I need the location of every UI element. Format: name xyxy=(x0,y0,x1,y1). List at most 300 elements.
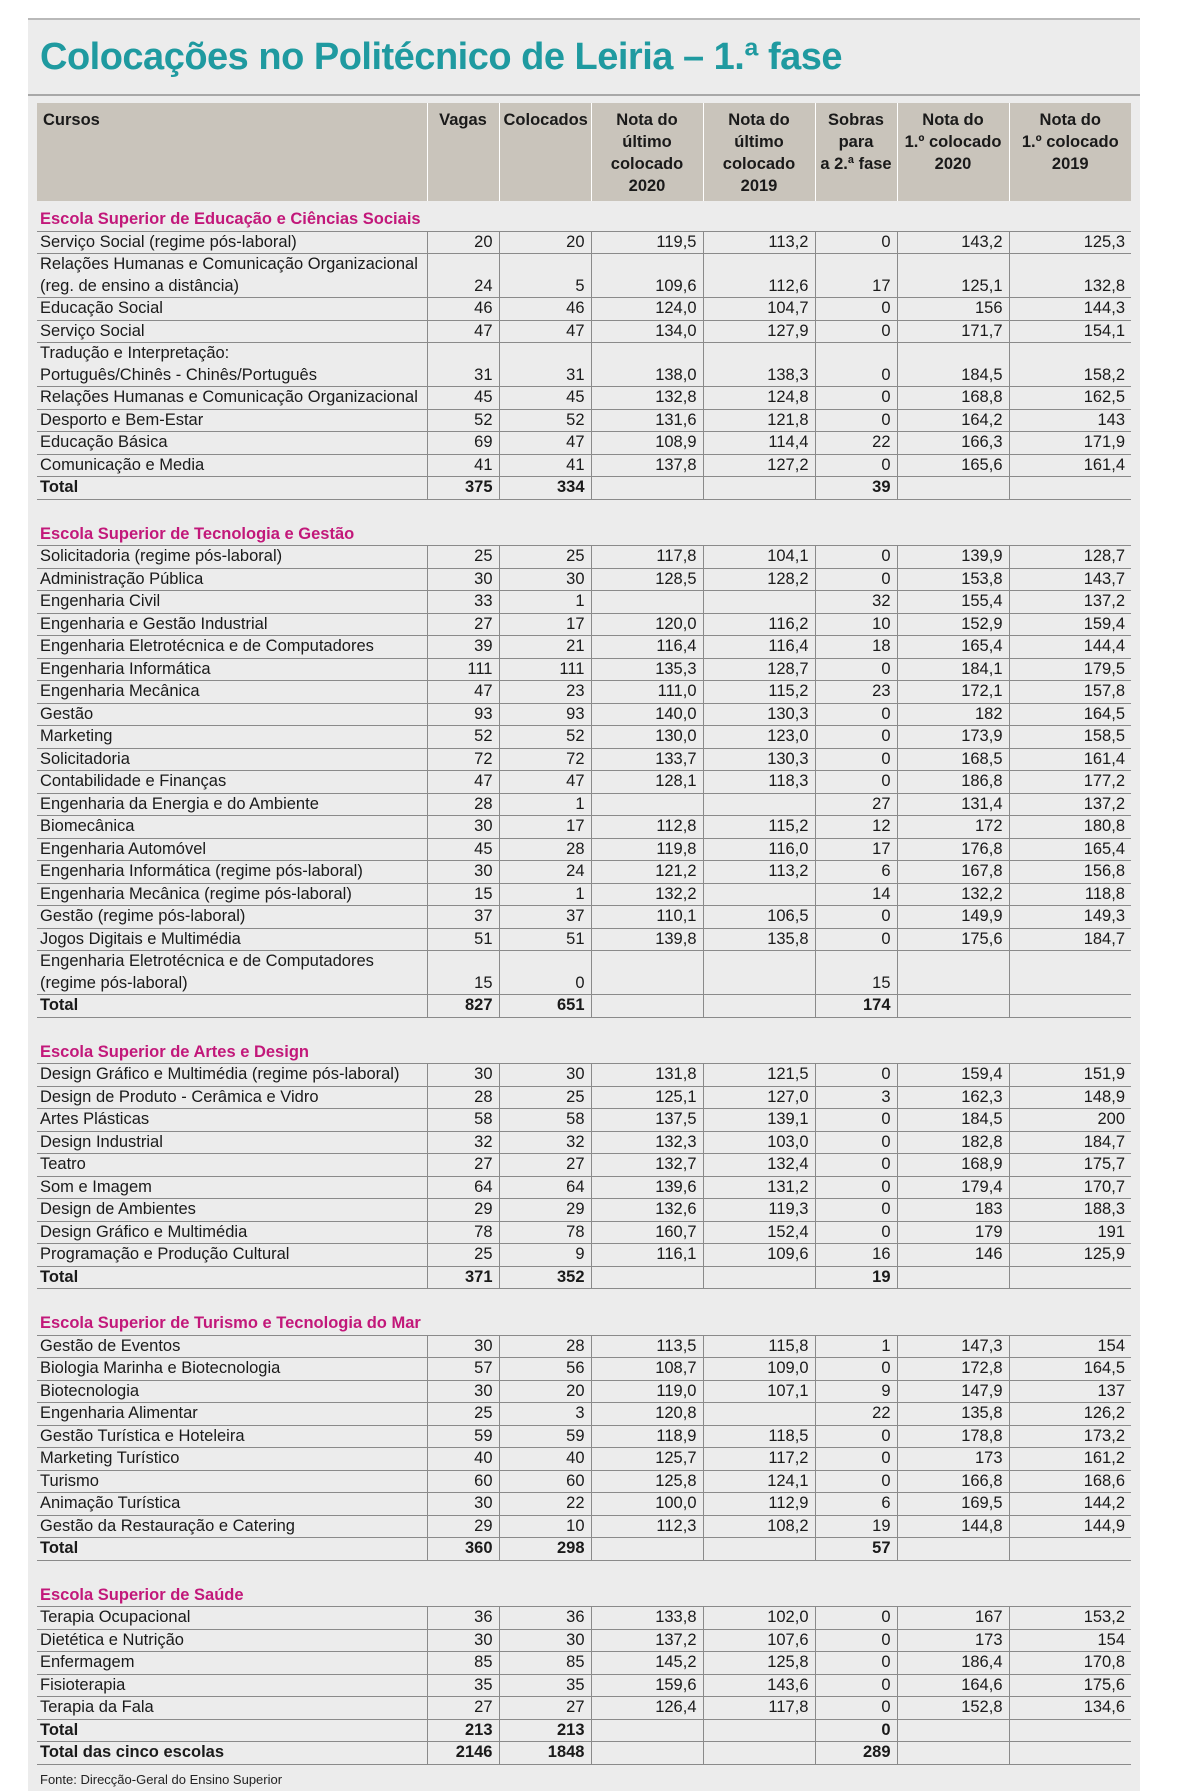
cell-course-name: Gestão (regime pós-laboral) xyxy=(37,906,427,929)
cell-vagas: 59 xyxy=(427,1425,499,1448)
cell-nota-primeiro-2020: 179,4 xyxy=(897,1176,1009,1199)
cell-vagas: 78 xyxy=(427,1221,499,1244)
cell-course-name: Solicitadoria (regime pós-laboral) xyxy=(37,546,427,569)
table-row xyxy=(37,1515,1131,1538)
cell-colocados: 30 xyxy=(499,568,591,591)
cell-colocados: 22 xyxy=(499,1493,591,1516)
cell-colocados: 47 xyxy=(499,432,591,455)
cell-nota-ultimo-2019: 109,6 xyxy=(703,1244,815,1267)
cell-nota-ultimo-2020: 119,5 xyxy=(591,231,703,254)
cell-colocados: 60 xyxy=(499,1470,591,1493)
cell-nota-ultimo-2020: 124,0 xyxy=(591,298,703,321)
cell-sobras: 0 xyxy=(815,1176,897,1199)
cell-nota-ultimo-2019 xyxy=(703,883,815,906)
cell-vagas: 45 xyxy=(427,838,499,861)
cell-sobras: 14 xyxy=(815,883,897,906)
cell-colocados: 37 xyxy=(499,906,591,929)
cell-sobras: 0 xyxy=(815,1358,897,1381)
cell-nota-ultimo-2020: 121,2 xyxy=(591,861,703,884)
cell-colocados: 3 xyxy=(499,1403,591,1426)
cell-colocados: 20 xyxy=(499,1380,591,1403)
cell-nota-ultimo-2020: 110,1 xyxy=(591,906,703,929)
cell-course-name: Engenharia Informática xyxy=(37,658,427,681)
cell-vagas: 24 xyxy=(427,254,499,298)
cell-colocados: 17 xyxy=(499,816,591,839)
cell-nota-primeiro-2019: 148,9 xyxy=(1009,1086,1131,1109)
cell-vagas: 111 xyxy=(427,658,499,681)
cell-nota-primeiro-2020: 175,6 xyxy=(897,928,1009,951)
cell-course-name: Enfermagem xyxy=(37,1652,427,1675)
cell-vagas: 375 xyxy=(427,477,499,500)
section-heading-row xyxy=(37,201,1131,231)
cell-colocados: 352 xyxy=(499,1266,591,1289)
table-row xyxy=(37,454,1131,477)
cell-nota-primeiro-2019: 128,7 xyxy=(1009,546,1131,569)
cell-course-name: Engenharia da Energia e do Ambiente xyxy=(37,793,427,816)
cell-vagas: 64 xyxy=(427,1176,499,1199)
cell-sobras: 10 xyxy=(815,613,897,636)
cell-nota-ultimo-2019: 124,1 xyxy=(703,1470,815,1493)
total-row xyxy=(37,477,1131,500)
cell-nota-primeiro-2019: 149,3 xyxy=(1009,906,1131,929)
section-heading-row xyxy=(37,1577,1131,1607)
cell-vagas: 30 xyxy=(427,1380,499,1403)
cell-nota-ultimo-2020: 135,3 xyxy=(591,658,703,681)
cell-nota-primeiro-2020: 173,9 xyxy=(897,726,1009,749)
cell-nota-primeiro-2020: 168,5 xyxy=(897,748,1009,771)
cell-course-name: Engenharia Mecânica (regime pós-laboral) xyxy=(37,883,427,906)
cell-colocados: 1 xyxy=(499,591,591,614)
cell-colocados: 21 xyxy=(499,636,591,659)
cell-colocados: 31 xyxy=(499,343,591,387)
cell-nota-ultimo-2019: 138,3 xyxy=(703,343,815,387)
table-row xyxy=(37,1086,1131,1109)
cell-sobras: 6 xyxy=(815,1493,897,1516)
table-row xyxy=(37,1493,1131,1516)
cell-colocados: 40 xyxy=(499,1448,591,1471)
title-rule xyxy=(28,94,1140,96)
header-nota-ultimo-2019: Nota do último colocado 2019 xyxy=(703,103,815,201)
cell-colocados: 1 xyxy=(499,793,591,816)
page-title: Colocações no Politécnico de Leiria – 1.ª fase xyxy=(40,36,843,78)
table-row xyxy=(37,1470,1131,1493)
cell-vagas: 32 xyxy=(427,1131,499,1154)
cell-course-name: Animação Turística xyxy=(37,1493,427,1516)
cell-colocados: 51 xyxy=(499,928,591,951)
cell-colocados: 28 xyxy=(499,1335,591,1358)
cell-nota-ultimo-2019: 132,4 xyxy=(703,1154,815,1177)
table-row xyxy=(37,432,1131,455)
cell-course-name: Engenharia Automóvel xyxy=(37,838,427,861)
cell-sobras: 0 xyxy=(815,1221,897,1244)
cell-nota-primeiro-2019: 164,5 xyxy=(1009,703,1131,726)
cell-course-name: Design Gráfico e Multimédia xyxy=(37,1221,427,1244)
cell-nota-primeiro-2019: 134,6 xyxy=(1009,1697,1131,1720)
table-row xyxy=(37,1425,1131,1448)
section-heading-row xyxy=(37,1305,1131,1335)
cell-vagas: 31 xyxy=(427,343,499,387)
cell-course-name: Total xyxy=(37,995,427,1018)
cell-nota-ultimo-2019: 114,4 xyxy=(703,432,815,455)
cell-vagas: 27 xyxy=(427,1697,499,1720)
header-row xyxy=(37,103,1131,201)
cell-nota-primeiro-2019: 188,3 xyxy=(1009,1199,1131,1222)
cell-nota-ultimo-2019: 127,2 xyxy=(703,454,815,477)
header-nota-ultimo-2020: Nota do último colocado 2020 xyxy=(591,103,703,201)
cell-nota-primeiro-2019: 165,4 xyxy=(1009,838,1131,861)
cell-colocados: 56 xyxy=(499,1358,591,1381)
cell-nota-primeiro-2020: 176,8 xyxy=(897,838,1009,861)
cell-nota-primeiro-2019: 177,2 xyxy=(1009,771,1131,794)
cell-nota-ultimo-2020: 133,8 xyxy=(591,1607,703,1630)
cell-nota-primeiro-2020: 146 xyxy=(897,1244,1009,1267)
cell-course-name: Solicitadoria xyxy=(37,748,427,771)
cell-vagas: 28 xyxy=(427,1086,499,1109)
cell-nota-primeiro-2020 xyxy=(897,995,1009,1018)
cell-colocados: 52 xyxy=(499,726,591,749)
cell-course-name: Design de Ambientes xyxy=(37,1199,427,1222)
cell-nota-primeiro-2019 xyxy=(1009,1266,1131,1289)
cell-course-name: Biotecnologia xyxy=(37,1380,427,1403)
cell-nota-primeiro-2020: 172,1 xyxy=(897,681,1009,704)
cell-vagas: 57 xyxy=(427,1358,499,1381)
cell-nota-primeiro-2019: 179,5 xyxy=(1009,658,1131,681)
cell-nota-primeiro-2019: 161,4 xyxy=(1009,748,1131,771)
table-row xyxy=(37,1335,1131,1358)
cell-course-name: Serviço Social (regime pós-laboral) xyxy=(37,231,427,254)
cell-sobras: 0 xyxy=(815,703,897,726)
cell-vagas: 47 xyxy=(427,681,499,704)
table-row xyxy=(37,726,1131,749)
table-row xyxy=(37,387,1131,410)
cell-nota-ultimo-2019: 118,3 xyxy=(703,771,815,794)
cell-colocados: 24 xyxy=(499,861,591,884)
cell-course-name: Total das cinco escolas xyxy=(37,1742,427,1765)
cell-nota-primeiro-2019: 125,9 xyxy=(1009,1244,1131,1267)
cell-course-name: Administração Pública xyxy=(37,568,427,591)
cell-nota-primeiro-2019: 175,6 xyxy=(1009,1674,1131,1697)
cell-nota-ultimo-2020: 111,0 xyxy=(591,681,703,704)
cell-nota-ultimo-2020: 131,8 xyxy=(591,1064,703,1087)
cell-nota-primeiro-2020: 165,6 xyxy=(897,454,1009,477)
cell-nota-primeiro-2020: 179 xyxy=(897,1221,1009,1244)
cell-nota-primeiro-2020: 162,3 xyxy=(897,1086,1009,1109)
cell-vagas: 30 xyxy=(427,568,499,591)
cell-sobras: 19 xyxy=(815,1266,897,1289)
cell-nota-primeiro-2020: 184,1 xyxy=(897,658,1009,681)
cell-nota-ultimo-2019: 139,1 xyxy=(703,1109,815,1132)
total-row xyxy=(37,1719,1131,1742)
cell-nota-primeiro-2020: 153,8 xyxy=(897,568,1009,591)
cell-colocados: 36 xyxy=(499,1607,591,1630)
cell-nota-primeiro-2019: 143,7 xyxy=(1009,568,1131,591)
cell-nota-ultimo-2019 xyxy=(703,1719,815,1742)
cell-nota-ultimo-2019: 116,0 xyxy=(703,838,815,861)
section-heading-row xyxy=(37,516,1131,546)
cell-nota-ultimo-2019: 109,0 xyxy=(703,1358,815,1381)
cell-nota-ultimo-2019: 107,1 xyxy=(703,1380,815,1403)
cell-sobras: 39 xyxy=(815,477,897,500)
cell-vagas: 36 xyxy=(427,1607,499,1630)
cell-nota-ultimo-2020 xyxy=(591,951,703,995)
cell-colocados: 334 xyxy=(499,477,591,500)
section-spacer xyxy=(37,1560,1131,1577)
cell-vagas: 213 xyxy=(427,1719,499,1742)
table-row xyxy=(37,298,1131,321)
cell-nota-primeiro-2020 xyxy=(897,1538,1009,1561)
cell-nota-primeiro-2020: 149,9 xyxy=(897,906,1009,929)
cell-colocados: 23 xyxy=(499,681,591,704)
cell-nota-ultimo-2019: 113,2 xyxy=(703,231,815,254)
cell-sobras: 0 xyxy=(815,1448,897,1471)
cell-nota-primeiro-2020: 166,3 xyxy=(897,432,1009,455)
cell-course-name: Terapia da Fala xyxy=(37,1697,427,1720)
cell-nota-ultimo-2019: 116,2 xyxy=(703,613,815,636)
table-row xyxy=(37,1448,1131,1471)
cell-sobras: 0 xyxy=(815,1607,897,1630)
cell-nota-ultimo-2019: 125,8 xyxy=(703,1652,815,1675)
cell-nota-ultimo-2020: 117,8 xyxy=(591,546,703,569)
cell-nota-ultimo-2019: 121,5 xyxy=(703,1064,815,1087)
cell-colocados: 27 xyxy=(499,1697,591,1720)
cell-nota-ultimo-2020: 139,6 xyxy=(591,1176,703,1199)
cell-nota-ultimo-2019: 130,3 xyxy=(703,703,815,726)
cell-sobras: 0 xyxy=(815,409,897,432)
cell-nota-primeiro-2019: 164,5 xyxy=(1009,1358,1131,1381)
cell-colocados: 59 xyxy=(499,1425,591,1448)
cell-vagas: 30 xyxy=(427,1629,499,1652)
cell-course-name: Design Gráfico e Multimédia (regime pós-laboral) xyxy=(37,1064,427,1087)
cell-course-name: Gestão xyxy=(37,703,427,726)
cell-course-name: Total xyxy=(37,477,427,500)
cell-nota-primeiro-2020: 178,8 xyxy=(897,1425,1009,1448)
cell-nota-primeiro-2019: 144,2 xyxy=(1009,1493,1131,1516)
cell-nota-ultimo-2020: 128,5 xyxy=(591,568,703,591)
cell-colocados: 1 xyxy=(499,883,591,906)
cell-sobras: 22 xyxy=(815,432,897,455)
cell-vagas: 30 xyxy=(427,816,499,839)
total-row xyxy=(37,1266,1131,1289)
cell-course-name: Fisioterapia xyxy=(37,1674,427,1697)
cell-vagas: 33 xyxy=(427,591,499,614)
cell-nota-ultimo-2020 xyxy=(591,477,703,500)
cell-sobras: 0 xyxy=(815,1425,897,1448)
cell-nota-ultimo-2020: 132,2 xyxy=(591,883,703,906)
cell-colocados: 47 xyxy=(499,320,591,343)
cell-nota-primeiro-2019: 200 xyxy=(1009,1109,1131,1132)
cell-nota-primeiro-2019: 153,2 xyxy=(1009,1607,1131,1630)
cell-nota-primeiro-2019: 168,6 xyxy=(1009,1470,1131,1493)
cell-nota-primeiro-2020: 147,3 xyxy=(897,1335,1009,1358)
cell-nota-ultimo-2019 xyxy=(703,793,815,816)
cell-nota-ultimo-2020: 100,0 xyxy=(591,1493,703,1516)
cell-nota-ultimo-2020: 138,0 xyxy=(591,343,703,387)
cell-nota-ultimo-2020: 109,6 xyxy=(591,254,703,298)
cell-nota-ultimo-2020: 134,0 xyxy=(591,320,703,343)
table-row xyxy=(37,883,1131,906)
table-row xyxy=(37,568,1131,591)
cell-sobras: 23 xyxy=(815,681,897,704)
cell-colocados: 47 xyxy=(499,771,591,794)
cell-vagas: 58 xyxy=(427,1109,499,1132)
cell-sobras: 22 xyxy=(815,1403,897,1426)
cell-course-name: Design Industrial xyxy=(37,1131,427,1154)
cell-sobras: 0 xyxy=(815,1199,897,1222)
cell-nota-primeiro-2020 xyxy=(897,951,1009,995)
cell-colocados: 9 xyxy=(499,1244,591,1267)
cell-colocados: 93 xyxy=(499,703,591,726)
cell-vagas: 25 xyxy=(427,1244,499,1267)
cell-course-name: Engenharia Informática (regime pós-laboral) xyxy=(37,861,427,884)
cell-nota-primeiro-2019: 180,8 xyxy=(1009,816,1131,839)
cell-course-name: Engenharia Eletrotécnica e de Computadores (regime pós-laboral) xyxy=(37,951,427,995)
table-row xyxy=(37,906,1131,929)
cell-nota-ultimo-2020: 125,8 xyxy=(591,1470,703,1493)
cell-sobras: 0 xyxy=(815,928,897,951)
cell-nota-ultimo-2019: 117,8 xyxy=(703,1697,815,1720)
cell-nota-ultimo-2020 xyxy=(591,793,703,816)
section-heading: Escola Superior de Educação e Ciências Sociais xyxy=(37,201,1131,231)
cell-nota-ultimo-2019: 118,5 xyxy=(703,1425,815,1448)
cell-nota-ultimo-2020: 108,7 xyxy=(591,1358,703,1381)
cell-nota-primeiro-2019: 173,2 xyxy=(1009,1425,1131,1448)
cell-colocados: 17 xyxy=(499,613,591,636)
cell-nota-ultimo-2020 xyxy=(591,995,703,1018)
cell-sobras: 9 xyxy=(815,1380,897,1403)
header-colocados: Colocados xyxy=(499,103,591,201)
cell-vagas: 47 xyxy=(427,771,499,794)
cell-nota-ultimo-2019: 121,8 xyxy=(703,409,815,432)
cell-nota-ultimo-2020 xyxy=(591,591,703,614)
cell-nota-ultimo-2020: 132,8 xyxy=(591,387,703,410)
cell-colocados: 64 xyxy=(499,1176,591,1199)
cell-nota-primeiro-2019 xyxy=(1009,951,1131,995)
cell-course-name: Tradução e Interpretação: Português/Chinês - Chinês/Português xyxy=(37,343,427,387)
cell-nota-primeiro-2020: 173 xyxy=(897,1448,1009,1471)
table-row xyxy=(37,861,1131,884)
table-row xyxy=(37,231,1131,254)
cell-nota-primeiro-2019 xyxy=(1009,1742,1131,1765)
cell-nota-primeiro-2020: 135,8 xyxy=(897,1403,1009,1426)
cell-nota-primeiro-2019: 175,7 xyxy=(1009,1154,1131,1177)
cell-course-name: Turismo xyxy=(37,1470,427,1493)
cell-course-name: Marketing Turístico xyxy=(37,1448,427,1471)
cell-sobras: 0 xyxy=(815,1154,897,1177)
cell-colocados: 213 xyxy=(499,1719,591,1742)
cell-nota-ultimo-2019: 112,9 xyxy=(703,1493,815,1516)
cell-sobras: 0 xyxy=(815,1109,897,1132)
cell-nota-primeiro-2019 xyxy=(1009,1719,1131,1742)
cell-vagas: 15 xyxy=(427,883,499,906)
cell-sobras: 0 xyxy=(815,771,897,794)
cell-nota-primeiro-2020: 143,2 xyxy=(897,231,1009,254)
cell-nota-primeiro-2019: 154 xyxy=(1009,1629,1131,1652)
cell-nota-primeiro-2020: 184,5 xyxy=(897,343,1009,387)
table-row xyxy=(37,1629,1131,1652)
cell-sobras: 0 xyxy=(815,1697,897,1720)
section-spacer xyxy=(37,1017,1131,1034)
cell-nota-primeiro-2020: 186,8 xyxy=(897,771,1009,794)
cell-vagas: 30 xyxy=(427,1493,499,1516)
cell-nota-ultimo-2020: 137,5 xyxy=(591,1109,703,1132)
cell-nota-primeiro-2020 xyxy=(897,1742,1009,1765)
cell-nota-ultimo-2019: 128,7 xyxy=(703,658,815,681)
cell-nota-ultimo-2019 xyxy=(703,1742,815,1765)
cell-vagas: 69 xyxy=(427,432,499,455)
cell-nota-primeiro-2020: 168,9 xyxy=(897,1154,1009,1177)
cell-nota-primeiro-2020: 139,9 xyxy=(897,546,1009,569)
section-heading: Escola Superior de Turismo e Tecnologia do Mar xyxy=(37,1305,1131,1335)
cell-nota-primeiro-2020: 172 xyxy=(897,816,1009,839)
cell-vagas: 30 xyxy=(427,1335,499,1358)
cell-sobras: 0 xyxy=(815,1674,897,1697)
cell-course-name: Educação Básica xyxy=(37,432,427,455)
cell-vagas: 52 xyxy=(427,726,499,749)
cell-course-name: Relações Humanas e Comunicação Organizacional (reg. de ensino a distância) xyxy=(37,254,427,298)
cell-nota-ultimo-2020: 112,3 xyxy=(591,1515,703,1538)
cell-sobras: 18 xyxy=(815,636,897,659)
cell-vagas: 30 xyxy=(427,861,499,884)
cell-course-name: Biomecânica xyxy=(37,816,427,839)
cell-colocados: 46 xyxy=(499,298,591,321)
cell-nota-ultimo-2019: 115,2 xyxy=(703,681,815,704)
cell-course-name: Som e Imagem xyxy=(37,1176,427,1199)
section-heading: Escola Superior de Artes e Design xyxy=(37,1034,1131,1064)
table-row xyxy=(37,838,1131,861)
table-row xyxy=(37,320,1131,343)
cell-nota-ultimo-2019: 117,2 xyxy=(703,1448,815,1471)
cell-nota-ultimo-2020: 132,3 xyxy=(591,1131,703,1154)
cell-vagas: 15 xyxy=(427,951,499,995)
cell-nota-ultimo-2019: 104,1 xyxy=(703,546,815,569)
cell-colocados: 20 xyxy=(499,231,591,254)
cell-nota-ultimo-2019: 152,4 xyxy=(703,1221,815,1244)
cell-nota-ultimo-2020: 137,2 xyxy=(591,1629,703,1652)
cell-sobras: 0 xyxy=(815,298,897,321)
cell-nota-primeiro-2020: 156 xyxy=(897,298,1009,321)
cell-vagas: 27 xyxy=(427,613,499,636)
cell-nota-ultimo-2020: 132,7 xyxy=(591,1154,703,1177)
cell-nota-ultimo-2020: 137,8 xyxy=(591,454,703,477)
cell-nota-primeiro-2019: 171,9 xyxy=(1009,432,1131,455)
cell-colocados: 111 xyxy=(499,658,591,681)
cell-nota-ultimo-2019: 113,2 xyxy=(703,861,815,884)
cell-nota-ultimo-2019: 131,2 xyxy=(703,1176,815,1199)
section-spacer xyxy=(37,499,1131,516)
total-row xyxy=(37,1538,1131,1561)
cell-vagas: 30 xyxy=(427,1064,499,1087)
cell-nota-ultimo-2020 xyxy=(591,1538,703,1561)
table-body xyxy=(37,201,1131,1764)
cell-vagas: 29 xyxy=(427,1199,499,1222)
cell-course-name: Gestão Turística e Hoteleira xyxy=(37,1425,427,1448)
cell-nota-ultimo-2019 xyxy=(703,477,815,500)
cell-vagas: 2146 xyxy=(427,1742,499,1765)
cell-nota-ultimo-2019: 115,2 xyxy=(703,816,815,839)
table-row xyxy=(37,1199,1131,1222)
table-row xyxy=(37,254,1131,298)
table-row xyxy=(37,748,1131,771)
table-row xyxy=(37,1064,1131,1087)
cell-nota-ultimo-2019: 103,0 xyxy=(703,1131,815,1154)
cell-sobras: 3 xyxy=(815,1086,897,1109)
table-row xyxy=(37,793,1131,816)
cell-course-name: Biologia Marinha e Biotecnologia xyxy=(37,1358,427,1381)
spacer-cell xyxy=(37,499,1131,516)
cell-nota-ultimo-2020: 133,7 xyxy=(591,748,703,771)
table-row xyxy=(37,636,1131,659)
cell-nota-primeiro-2019: 137 xyxy=(1009,1380,1131,1403)
